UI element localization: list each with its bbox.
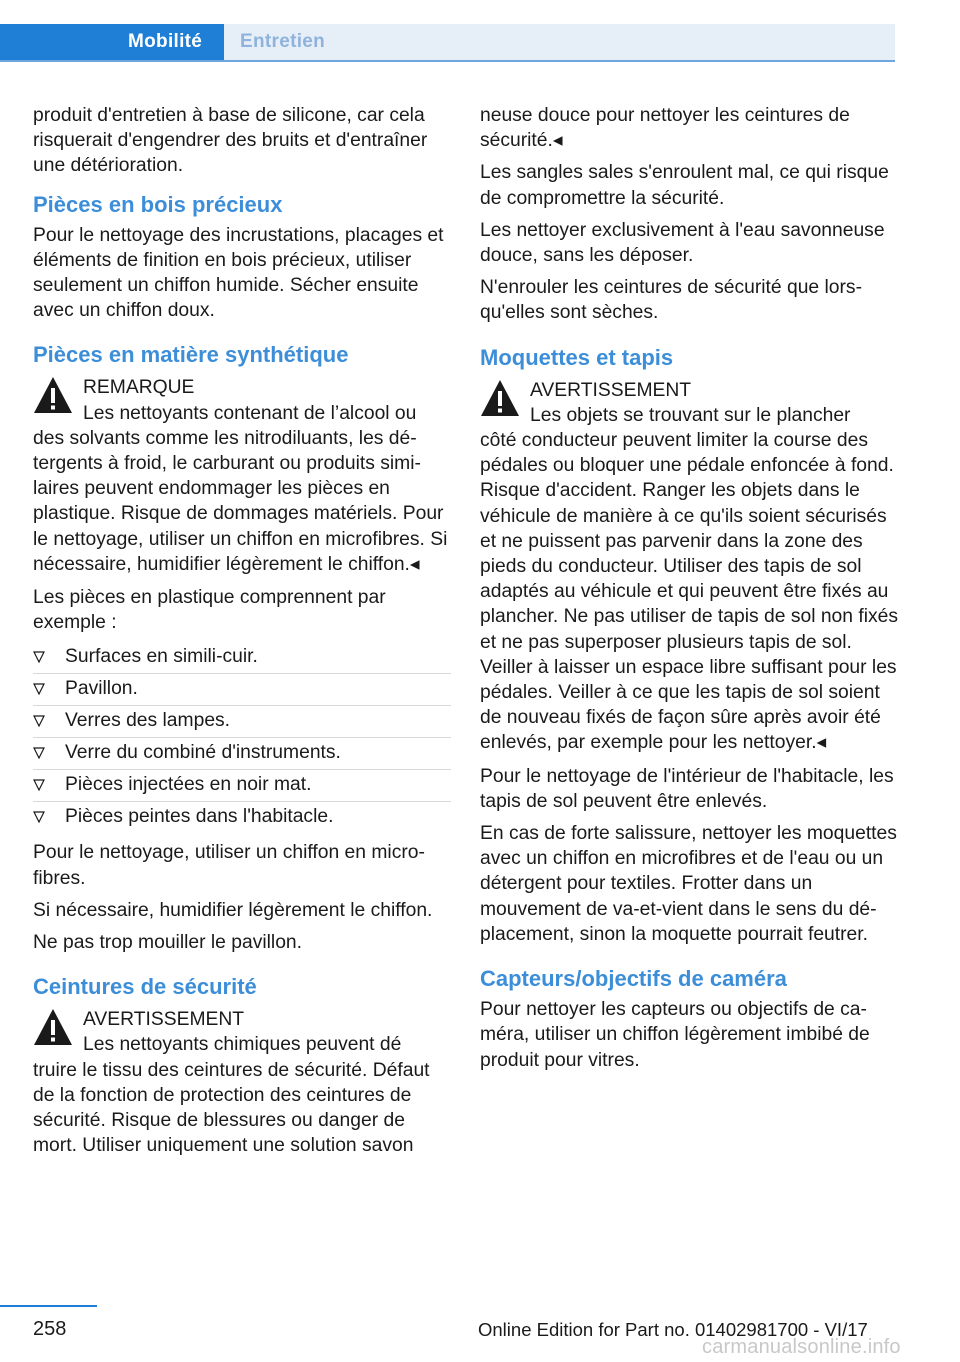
list-item: Surfaces en simili-cuir. bbox=[33, 642, 451, 674]
intro-paragraph: produit d'entretien à base de silicone, car cela risquerait d'engendrer des bruits et d'entraîner une détérioration. bbox=[33, 105, 428, 177]
warning-first-line: Les objets se trouvant sur le plancher bbox=[530, 404, 851, 426]
wood-paragraph: Pour le nettoyage des incrustations, placages et éléments de finition en bois précieux, utiliser seulement un chiffon humide. Sécher ensuite avec un chiffon doux. bbox=[33, 224, 444, 322]
warning-label: AVERTISSEMENT bbox=[530, 379, 692, 401]
humidify-paragraph: Si nécessaire, humidifier légèrement le chiffon. bbox=[33, 899, 433, 921]
examples-list bbox=[33, 642, 451, 834]
carpet-paragraph-2: En cas de forte salissure, nettoyer les moquettes avec un chiffon en microfibres et de l'eau ou un détergent pour textiles. Frotter dans un mouvement de va-et-vient dans le sens du déplacement, sinon la moquette pourrait feutrer. bbox=[480, 823, 897, 945]
list-item: Pièces peintes dans l'habitacle. bbox=[33, 802, 451, 834]
warning-triangle-icon bbox=[33, 1008, 73, 1046]
list-item: Verre du combiné d'instruments. bbox=[33, 738, 451, 770]
tab-mobilite[interactable]: Mobilité bbox=[0, 24, 224, 60]
warning-text: côté conducteur peuvent limiter la course des pédales ou bloquer une pédale enfoncée à fond. Risque d'accident. Ranger les objets dans le véhicule de manière à ce qu'ils soient sécurisés et ne puissent pas parvenir dans la zone des pieds du conducteur. Utiliser des tapis de sol adaptés au véhicule et qui peuvent être fixés au plancher. Ne pas utiliser de tapis de sol non fixés et ne pas superposer plusieurs tapis de sol. Veiller à laisser un espace libre suffisant pour les pédales. Veiller à ce que les tapis de sol soient de nouveau fixés de façon sûre après avoir été enlevés, par exemple pour les nettoyer.◂ bbox=[480, 430, 899, 754]
list-item: Verres des lampes. bbox=[33, 706, 451, 738]
belts-paragraph-1: Les sangles sales s'enroulent mal, ce qui risque de compromettre la sécurité. bbox=[480, 162, 889, 209]
watermark: carmanualsonline.info bbox=[702, 1336, 901, 1358]
carpet-paragraph-1: Pour le nettoyage de l'intérieur de l'habitacle, les tapis de sol peuvent être enlevés. bbox=[480, 765, 894, 812]
triangle-bullet-icon bbox=[33, 779, 45, 791]
warning-label: AVERTISSEMENT bbox=[83, 1009, 245, 1031]
tab-entretien[interactable]: Entretien bbox=[224, 24, 895, 60]
belts-warning bbox=[33, 1007, 451, 1158]
triangle-bullet-icon bbox=[33, 715, 45, 727]
warning-triangle-icon bbox=[33, 376, 73, 414]
warning-triangle-icon bbox=[480, 379, 520, 417]
camera-paragraph: Pour nettoyer les capteurs ou objectifs de caméra, utiliser un chiffon légèrement imbibé de produit pour vitres. bbox=[480, 999, 870, 1071]
triangle-bullet-icon bbox=[33, 651, 45, 663]
belts-paragraph-2: Les nettoyer exclusivement à l'eau savonneuse douce, sans les déposer. bbox=[480, 219, 885, 267]
warning-text: des solvants comme les nitrodiluants, les détergents à froid, le carburant ou produits similaires peuvent endommager les pièces en plastique. Risque de dommages matériels. Pour le nettoyage, utiliser un chiffon en microfibres. Si nécessaire, humidifier légèrement le chiffon.◂ bbox=[33, 427, 448, 575]
heading-camera: Capteurs/objectifs de caméra bbox=[480, 966, 787, 992]
warning-label: REMARQUE bbox=[83, 377, 195, 399]
warning-first-line: Les nettoyants contenant de l’alcool ou bbox=[83, 402, 417, 424]
list-item: Pièces injectées en noir mat. bbox=[33, 770, 451, 802]
pavilion-paragraph: Ne pas trop mouiller le pavillon. bbox=[33, 932, 302, 954]
header-rule bbox=[0, 60, 895, 62]
edition-line: Online Edition for Part no. 01402981700 - VI/17 bbox=[478, 1319, 868, 1340]
examples-intro: Les pièces en plastique comprennent par exemple : bbox=[33, 587, 386, 634]
left-column bbox=[33, 103, 451, 1166]
belts-continued: neuse douce pour nettoyer les ceintures de sécurité.◂ bbox=[480, 105, 850, 152]
synthetic-warning bbox=[33, 375, 451, 577]
heading-belts: Ceintures de sécurité bbox=[33, 974, 257, 1000]
right-column bbox=[480, 103, 898, 1080]
page-header bbox=[0, 24, 895, 62]
triangle-bullet-icon bbox=[33, 747, 45, 759]
warning-text: truire le tissu des ceintures de sécurité. Défaut de la fonction de protection des ceintures de sécurité. Risque de blessures ou danger de mort. Utiliser uniquement une solution savon bbox=[33, 1059, 430, 1157]
heading-synthetic: Pièces en matière synthétique bbox=[33, 342, 349, 368]
microfibre-paragraph: Pour le nettoyage, utiliser un chiffon en microfibres. bbox=[33, 842, 425, 889]
triangle-bullet-icon bbox=[33, 811, 45, 823]
carpet-warning bbox=[480, 378, 898, 756]
footer-rule bbox=[0, 1305, 97, 1307]
belts-paragraph-3: N'enrouler les ceintures de sécurité que lorsqu'elles sont sèches. bbox=[480, 277, 862, 324]
heading-carpet: Moquettes et tapis bbox=[480, 344, 674, 370]
heading-wood: Pièces en bois précieux bbox=[33, 191, 283, 217]
triangle-bullet-icon bbox=[33, 683, 45, 695]
list-item: Pavillon. bbox=[33, 674, 451, 706]
page-number: 258 bbox=[33, 1318, 67, 1340]
warning-first-line: Les nettoyants chimiques peuvent dé bbox=[83, 1034, 402, 1056]
